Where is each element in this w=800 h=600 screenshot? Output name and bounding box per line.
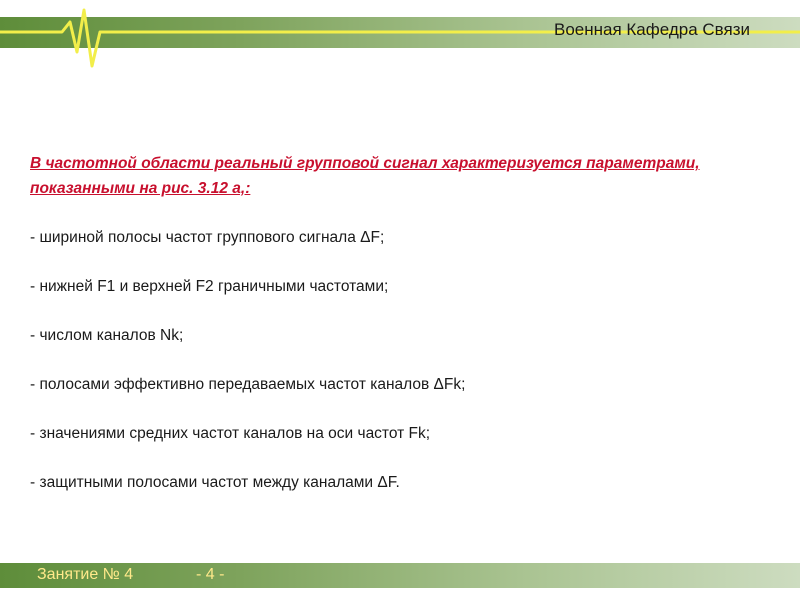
lesson-label: Занятие № 4 <box>37 566 134 583</box>
slide-content <box>30 152 770 495</box>
list-item: - защитными полосами частот между каналами ΔF. <box>30 473 400 491</box>
list-item: - шириной полосы частот группового сигнала ΔF; <box>30 228 385 246</box>
pulse-wave-icon <box>0 0 800 80</box>
list-item: - числом каналов Nk; <box>30 326 184 344</box>
list-item: - полосами эффективно передаваемых частот каналов ΔFk; <box>30 375 466 393</box>
header-title: Военная Кафедра Связи <box>554 20 750 39</box>
list-item: - нижней F1 и верхней F2 граничными частотами; <box>30 277 389 295</box>
list-item: - значениями средних частот каналов на оси частот Fk; <box>30 424 431 442</box>
page-number: - 4 - <box>196 566 225 583</box>
intro-text: В частотной области реальный групповой сигнал характеризуется параметрами, показанными на рис. 3.12 а,: <box>30 155 700 197</box>
